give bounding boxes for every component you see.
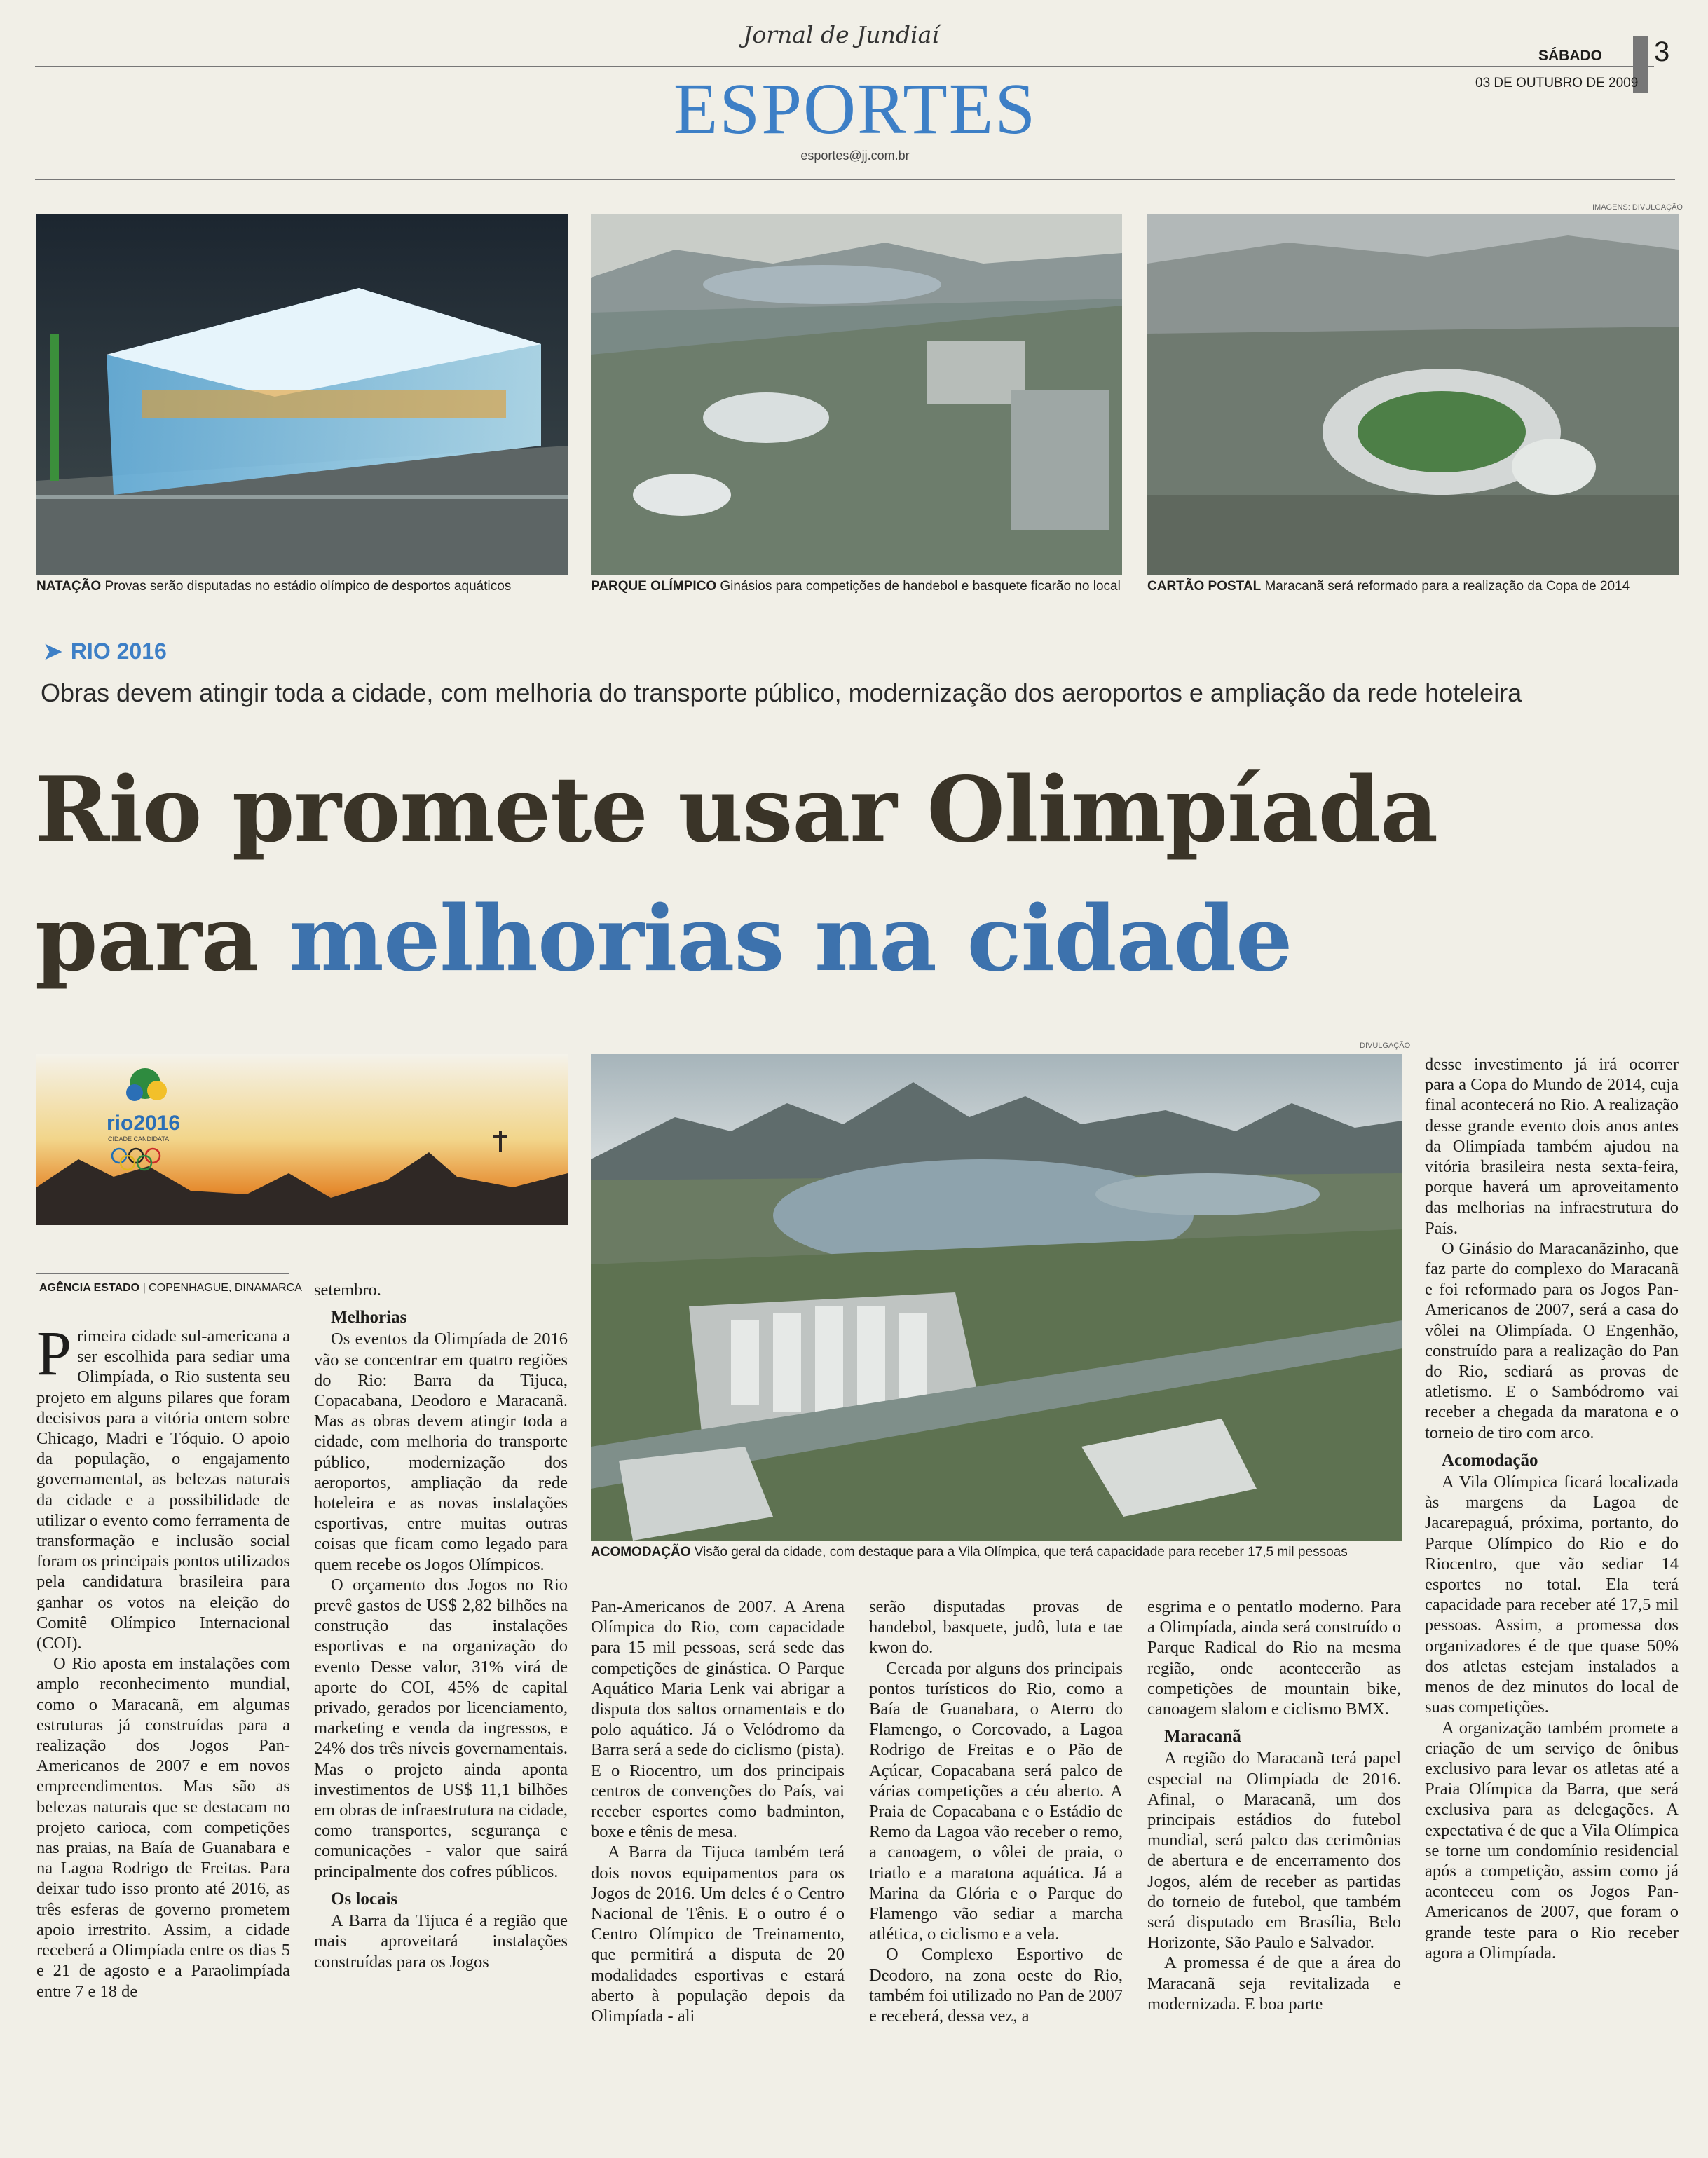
parque-olimpico-photo [591, 214, 1122, 575]
page-number: 3 [1654, 36, 1670, 67]
newspaper-name: Jornal de Jundiaí [743, 21, 939, 48]
maracana-photo [1147, 214, 1679, 575]
section-title: ESPORTES [673, 69, 1037, 149]
rio2016-logo-photo [36, 1054, 568, 1225]
main-photo-caption: ACOMODAÇÃO Visão geral da cidade, com destaque para a Vila Olímpica, que terá capacidade para receber 17,5 mil pessoas [591, 1545, 1348, 1559]
subhead-acomodacao: Acomodação [1442, 1450, 1538, 1470]
photo-caption-cartao: CARTÃO POSTAL Maracanã será reformado para a realização da Copa de 2014 [1147, 579, 1630, 594]
header-divider [35, 179, 1675, 180]
byline-rule [36, 1273, 289, 1274]
subhead-maracana: Maracanã [1164, 1727, 1241, 1747]
headline-line-2: para melhorias na cidade [35, 887, 1292, 992]
article-column-2: setembro. Melhorias Os eventos da Olimpíada de 2016 vão se concentrar em quatro regiões do Rio: Barra da Tijuca, Copacabana, Deodoro e Maracanã. Mas as obras devem atingir toda a cidade, com melhoria do transporte público, modernização dos aeroportos, ampliação da rede hoteleira e as novas instalações esportivas, entre muitas outras coisas que ficam como legado para quem recebe os Jogos Olímpicos. O orçamento dos Jogos no Rio prevê gastos de US$ 2,82 bilhões na construção das instalações esportivas e na organização do evento Desse valor, 31% virá de aporte do COI, 45% de capital privado, gerados por licenciamento, marketing e venda da ingressos, e 24% dos três níveis governamentais. Mas o projeto ainda aponta investimentos de US$ 11,1 bilhões em obras de infraestrutura na cidade, como transportes, segurança e comunicações - valor que sairá principalmente dos cofres públicos. Os locais A Barra da Tijuca é a região que mais aproveitará instalações construídas para os Jogos [314, 1281, 568, 1972]
article-column-3: Pan-Americanos de 2007. A Arena Olímpica do Rio, com capacidade para 15 mil pessoas, será sede das competições de ginástica. O Parque Aquático Maria Lenk vai abrigar a disputa dos saltos ornamentais e do polo aquático. Já o Velódromo da Barra será a sede do ciclismo (pista). E o Riocentro, um dos principais centros de convenções do País, vai receber esportes como badminton, boxe e tênis de mesa. A Barra da Tijuca também terá dois novos equipamentos para os Jogos de 2016. Um deles é o Centro Nacional de Tênis. E o outro é o Centro Olímpico de Treinamento, que permitirá a disputa de 20 modalidades esportivas e estará aberto à população depois da Olimpíada - ali [591, 1597, 845, 2026]
subhead-os-locais: Os locais [331, 1889, 398, 1908]
headline-line-1: Rio promete usar Olimpíada [35, 758, 1437, 863]
vila-olimpica-photo [591, 1054, 1402, 1541]
subhead-melhorias: Melhorias [331, 1308, 407, 1327]
article-column-5: esgrima e o pentatlo moderno. Para a Olimpíada, ainda será construído o Parque Radical do Rio na mesma região, onde acontecerão as competições de mountain bike, canoagem slalom e ciclismo BMX. Maracanã A região do Maracanã terá papel especial na Olimpíada de 2016. Afinal, o Maracanã, um dos principais estádios do futebol mundial, será palco das cerimônias de abertura e de encerramento dos Jogos, além de receber as partidas do torneio de futebol, que também será disputado em Brasília, Belo Horizonte, São Paulo e Salvador. A promessa é de que a área do Maracanã seja revitalizada e modernizada. E boa parte [1147, 1597, 1401, 2014]
article-column-4: serão disputadas provas de handebol, basquete, judô, luta e tae kwon do. Cercada por alguns dos principais pontos turísticos do Rio, como a Baía de Guanabara, o Aterro do Flamengo, o Corcovado, a Lagoa Rodrigo de Freitas e o Pão de Açúcar, Copacabana será palco de várias competições a céu aberto. A Praia de Copacabana e o Estádio de Remo da Lagoa vão receber o remo, a canoagem, o vôlei de praia, o triatlo e a maratona aquática. Já a Marina da Glória e o Parque do Flamengo vão sediar a marcha atlética, o ciclismo e a vela. O Complexo Esportivo de Deodoro, na zona oeste do Rio, também foi utilizado no Pan de 2007 e receberá, dessa vez, a [869, 1597, 1123, 2026]
article-subtitle: Obras devem atingir toda a cidade, com melhoria do transporte público, modernização dos aeroportos e ampliação da rede hoteleira [41, 678, 1522, 707]
article-kicker: ➤ RIO 2016 [43, 638, 167, 664]
photo-caption-natacao: NATAÇÃO Provas serão disputadas no estádio olímpico de desportos aquáticos [36, 579, 512, 594]
arrow-right-icon: ➤ [43, 638, 62, 664]
issue-date: 03 DE OUTUBRO DE 2009 [1475, 76, 1639, 90]
weekday: SÁBADO [1538, 48, 1603, 64]
photo-caption-parque: PARQUE OLÍMPICO Ginásios para competições de handebol e basquete ficarão no local [591, 579, 1121, 594]
section-email: esportes@jj.com.br [800, 149, 910, 163]
article-column-1: Primeira cidade sul-americana a ser escolhida para sediar uma Olimpíada, o Rio sustenta seu projeto em alguns pilares que foram decisivos para a vitória ontem sobre Chicago, Madri e Tóquio. O apoio da população, o engajamento governamental, as belezas naturais da cidade e a possibilidade de utilizar o evento como ferramenta de transformação e inclusão social foram os principais pontos utilizados pela candidatura brasileira para ganhar os votos na eleição do Comitê Olímpico Internacional (COI). O Rio aposta em instalações com amplo reconhecimento mundial, como o Maracanã, em algumas estruturas já construídas para a realização dos Jogos Pan-Americanos de 2007 e em novos empreendimentos. Mas são as belezas naturais que se destacam no projeto carioca, com competições nas praias, na Baía de Guanabara e na Lagoa Rodrigo de Freitas. Para deixar tudo isso pronto até 2016, as três esferas de governo prometem apoio irrestrito. Assim, a cidade receberá a Olimpíada entre os dias 5 e 21 de agosto e a Paraolimpíada entre 7 e 18 de [36, 1319, 290, 2001]
photo-credit: DIVULGAÇÃO [1360, 1042, 1411, 1050]
article-column-6: desse investimento já irá ocorrer para a Copa do Mundo de 2014, cuja final acontecerá no Rio. A realização desse grande evento dois anos antes da Olimpíada também ajudou na vitória brasileira nesta sexta-feira, porque haverá um aproveitamento das melhorias na infraestrutura do País. O Ginásio do Maracanãzinho, que faz parte do complexo do Maracanã e foi reformado para os Jogos Pan-Americanos de 2007, será a casa do vôlei na Olimpíada. O Engenhão, construído para a realização do Pan do Rio, sediará as provas de atletismo. E o Sambódromo vai receber a chegada da maratona e o torneio de tiro com arco. Acomodação A Vila Olímpica ficará localizada às margens da Lagoa de Jacarepaguá, próxima, portanto, do Parque Olímpico do Rio e do Riocentro, que vão sediar 14 esportes no total. Ela terá capacidade para receber até 17,5 mil pessoas. Assim, a promessa dos organizadores é de que quase 50% dos atletas estejam instalados a menos de dez minutos do local de suas competições. A organização também promete a criação de um serviço de ônibus exclusivo para levar os atletas até a Praia Olímpica da Barra, que será exclusiva para as delegações. A expectativa é de que a Vila Olímpica se torne um condomínio residencial após a competição, assim como já aconteceu com os Jogos Pan-Americanos de 2007, que foram o grande teste para o Rio receber agora a Olimpíada. [1425, 1055, 1679, 1962]
rio2016-logo-subtitle: CIDADE CANDIDATA [108, 1135, 170, 1142]
byline: AGÊNCIA ESTADO | COPENHAGUE, DINAMARCA [39, 1282, 302, 1294]
rio2016-logo-text: rio2016 [107, 1112, 181, 1135]
images-credit: IMAGENS: DIVULGAÇÃO [1592, 203, 1683, 212]
drop-cap: P [36, 1319, 72, 1388]
natacao-photo [36, 214, 568, 575]
